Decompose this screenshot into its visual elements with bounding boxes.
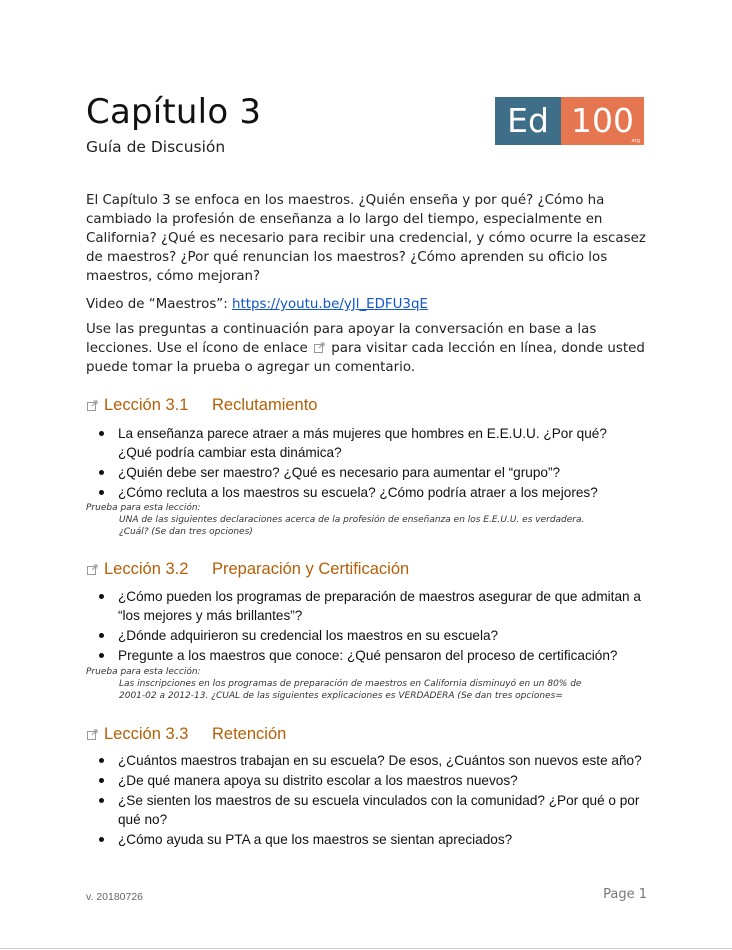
list-item: ¿Cómo recluta a los maestros su escuela? ¿Cómo podría atraer a los mejores? xyxy=(98,483,643,502)
logo-org: .org xyxy=(630,138,640,144)
logo-100-text: 100 xyxy=(571,101,634,140)
lesson-3-3-heading[interactable] xyxy=(87,725,286,744)
page-subtitle: Guía de Discusión xyxy=(86,138,226,156)
page-bottom-divider xyxy=(0,948,732,949)
video-label: Video de “Maestros”: xyxy=(86,297,233,312)
list-item: ¿Cuántos maestros trabajan en su escuela? De esos, ¿Cuántos son nuevos este año? xyxy=(98,751,643,770)
instructions-part1: Use las preguntas a continuación para apoyar la conversación en base a las lecciones. Use el ícono de enlace xyxy=(86,322,597,356)
list-item: ¿Cómo ayuda su PTA a que los maestros se sientan apreciados? xyxy=(98,830,643,849)
lesson-number: Lección 3.1 xyxy=(104,396,189,414)
lesson-number: Lección 3.3 xyxy=(104,725,189,743)
lesson-3-2-questions xyxy=(98,587,643,666)
list-item: La enseñanza parece atraer a más mujeres que hombres en E.E.U.U. ¿Por qué? ¿Qué podría cambiar esta dinámica? xyxy=(98,424,643,462)
lesson-3-1-questions xyxy=(98,424,643,503)
lesson-3-2-heading[interactable] xyxy=(87,560,409,579)
list-item: ¿Se sienten los maestros de su escuela vinculados con la comunidad? ¿Por qué o por qué no? xyxy=(98,791,643,829)
quiz-text: Las inscripciones en los programas de preparación de maestros en California disminuyó en un 80% de 2001-02 a 2012-13. ¿CUAL de las siguientes explicaciones es VERDADERA (Se dan tres opciones= xyxy=(119,679,582,701)
instructions-paragraph xyxy=(86,320,646,377)
external-link-icon[interactable] xyxy=(87,729,98,740)
version-label: v. 20180726 xyxy=(86,891,144,903)
instructions-part2: para visitar cada lección en línea, donde usted puede tomar la prueba o agregar un comentario. xyxy=(86,341,645,375)
list-item: ¿De qué manera apoya su distrito escolar a los maestros nuevos? xyxy=(98,771,643,790)
quiz-text: UNA de las siguientes declaraciones acerca de la profesión de enseñanza en los E.E.U.U. es verdadera. ¿Cuál? (Se dan tres opciones) xyxy=(119,515,585,537)
lesson-3-1-quiz xyxy=(86,502,599,538)
lesson-3-2-quiz xyxy=(86,666,599,702)
list-item: ¿Cómo pueden los programas de preparación de maestros asegurar de que admitan a “los mejores y más brillantes”? xyxy=(98,587,643,625)
page-title: Capítulo 3 xyxy=(86,92,262,132)
video-line xyxy=(86,295,428,314)
intro-paragraph: El Capítulo 3 se enfoca en los maestros. ¿Quién enseña y por qué? ¿Cómo ha cambiado la profesión de enseñanza a lo largo del tiempo, especialmente en California? ¿Qué es necesario para recibir una credencial, y cómo ocurre la escasez de maestros? ¿Por qué renuncian los maestros? ¿Cómo aprenden su oficio los maestros, cómo mejoran? xyxy=(86,193,646,284)
logo-ed: Ed xyxy=(495,97,561,145)
lesson-3-3-questions xyxy=(98,751,643,850)
lesson-title: Preparación y Certificación xyxy=(212,560,410,578)
ed100-logo xyxy=(495,97,644,145)
page-number: Page 1 xyxy=(603,887,647,902)
external-link-icon[interactable] xyxy=(87,564,98,575)
external-link-icon xyxy=(314,342,325,353)
list-item: ¿Dónde adquirieron su credencial los maestros en su escuela? xyxy=(98,626,643,645)
lesson-number: Lección 3.2 xyxy=(104,560,189,578)
external-link-icon[interactable] xyxy=(87,400,98,411)
list-item: ¿Quién debe ser maestro? ¿Qué es necesario para aumentar el “grupo”? xyxy=(98,463,643,482)
lesson-title: Retención xyxy=(212,725,287,743)
video-link[interactable]: https://youtu.be/yJl_EDFU3qE xyxy=(232,297,428,312)
quiz-label: Prueba para esta lección: xyxy=(86,667,201,677)
logo-100 xyxy=(561,97,644,145)
lesson-3-1-heading[interactable] xyxy=(87,396,317,415)
list-item: Pregunte a los maestros que conoce: ¿Qué pensaron del proceso de certificación? xyxy=(98,646,643,665)
quiz-label: Prueba para esta lección: xyxy=(86,503,201,513)
lesson-title: Reclutamiento xyxy=(212,396,318,414)
